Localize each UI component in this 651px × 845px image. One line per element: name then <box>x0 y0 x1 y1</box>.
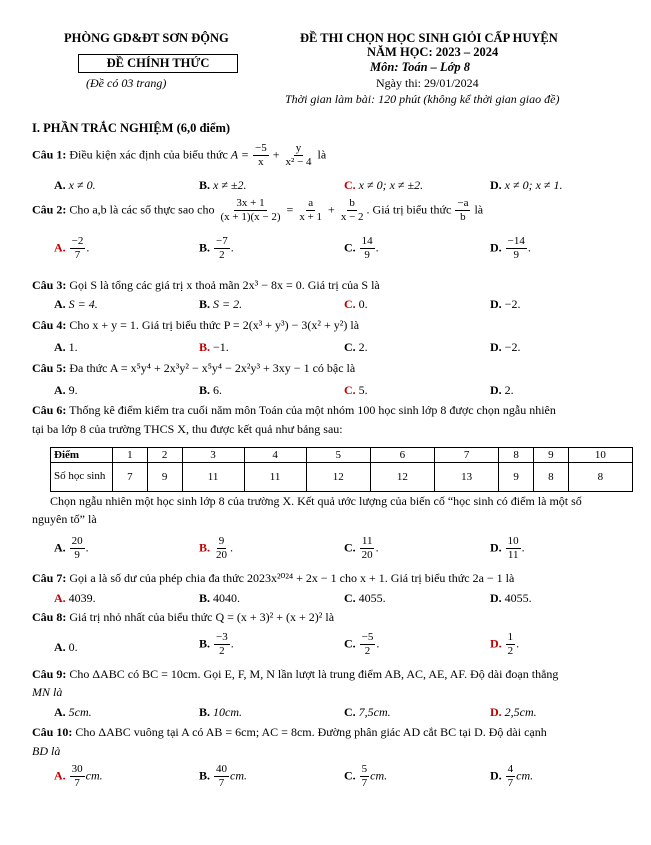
option-d[interactable]: D. −2. <box>490 297 521 311</box>
question-6-line2: tại ba lớp 8 của trường THCS X, thu được kết quả như bảng sau: <box>32 422 343 436</box>
exam-title: ĐỀ THI CHỌN HỌC SINH GIỎI CẤP HUYỆN <box>300 31 558 45</box>
option-b[interactable]: B. $\frac{-7}{2}$ . <box>199 235 234 261</box>
table-cell: 7 <box>435 448 499 463</box>
fraction: $\frac{-a}{b}$ <box>457 197 469 223</box>
table-cell: 8 <box>499 448 534 463</box>
table-header-cell: Số học sinh <box>51 463 113 492</box>
option-c[interactable]: C. 4055. <box>344 591 386 605</box>
option-a[interactable]: A. $\frac{30}{7}$ cm. <box>54 763 103 789</box>
option-b[interactable]: B. 6. <box>199 383 223 397</box>
option-b[interactable]: B. $\frac{40}{7}$ cm. <box>199 763 248 789</box>
fraction: $\frac{3x + 1}{(x + 1)(x - 2)}$ <box>220 197 281 223</box>
question-6-after2: nguyên tố” là <box>32 512 97 526</box>
option-b[interactable]: B. x ≠ ±2. <box>199 178 247 192</box>
option-d[interactable]: D. $\frac{4}{7}$ cm. <box>490 763 534 789</box>
table-cell: 2 <box>147 448 182 463</box>
option-c[interactable]: C. $\frac{11}{20}$ . <box>344 535 379 561</box>
option-b[interactable]: B. S = 2. <box>199 297 243 311</box>
option-c[interactable]: C. $\frac{5}{7}$ cm. <box>344 763 388 789</box>
table-cell: 3 <box>182 448 244 463</box>
option-c[interactable]: C. 2. <box>344 340 368 354</box>
table-cell: 9 <box>533 448 568 463</box>
option-a[interactable]: A. 5cm. <box>54 705 92 719</box>
table-cell: 9 <box>147 463 182 492</box>
question-4: Câu 4: Cho x + y = 1. Giá trị biểu thức P = 2(x³ + y³) − 3(x² + y²) là <box>32 318 360 332</box>
option-c[interactable]: C. 7,5cm. <box>344 705 391 719</box>
table-cell: 12 <box>306 463 370 492</box>
question-1: Câu 1: Điều kiện xác định của biểu thức A = $\frac{-5}{x}$ + $\frac{y}{\text{x² − 4}}$ là <box>32 142 327 168</box>
option-d[interactable]: D. $\frac{-14}{9}$ . <box>490 235 531 261</box>
option-a[interactable]: A. 9. <box>54 383 78 397</box>
option-a[interactable]: A. 1. <box>54 340 78 354</box>
fraction: $\frac{-5}{x}$ <box>255 142 267 168</box>
option-b[interactable]: B. $\frac{9}{20}$ . <box>199 535 234 561</box>
page-count-note: (Đề có 03 trang) <box>86 76 167 90</box>
option-b[interactable]: B. $\frac{-3}{2}$ . <box>199 631 234 657</box>
table-cell: 5 <box>306 448 370 463</box>
option-d[interactable]: D. 4055. <box>490 591 532 605</box>
question-7: Câu 7: Gọi a là số dư của phép chia đa thức 2023x²⁰²⁴ + 2x − 1 cho x + 1. Giá trị biểu thức 2a − 1 là <box>32 571 515 585</box>
question-8: Câu 8: Giá trị nhỏ nhất của biểu thức Q = (x + 3)² + (x + 2)² là <box>32 610 335 624</box>
option-d[interactable]: D. 2. <box>490 383 514 397</box>
option-d[interactable]: D. $\frac{1}{2}$ . <box>490 631 520 657</box>
option-a[interactable]: A. S = 4. <box>54 297 98 311</box>
section-title: I. PHẦN TRẮC NGHIỆM (6,0 điểm) <box>32 121 231 135</box>
option-a[interactable]: A. $\frac{-2}{7}$ . <box>54 235 90 261</box>
option-c[interactable]: C. 5. <box>344 383 368 397</box>
fraction: $\frac{b}{x - 2}$ <box>340 197 364 223</box>
option-b[interactable]: B. −1. <box>199 340 229 354</box>
option-d[interactable]: D. 2,5cm. <box>490 705 537 719</box>
table-cell: 8 <box>533 463 568 492</box>
option-a[interactable]: A. x ≠ 0. <box>54 178 96 192</box>
option-b[interactable]: B. 4040. <box>199 591 241 605</box>
option-c[interactable]: C. 0. <box>344 297 368 311</box>
table-cell: 6 <box>370 448 434 463</box>
exam-duration: Thời gian làm bài: 120 phút (không kể thời gian giao đề) <box>285 92 560 106</box>
department-name: PHÒNG GD&ĐT SƠN ĐỘNG <box>64 31 229 45</box>
table-cell: 11 <box>182 463 244 492</box>
score-table <box>50 447 633 492</box>
table-cell: 8 <box>568 463 632 492</box>
question-5: Câu 5: Đa thức A = x⁵y⁴ + 2x³y² − x⁵y⁴ − 2x²y³ + 3xy − 1 có bậc là <box>32 361 356 375</box>
fraction: $\frac{a}{x + 1}$ <box>299 197 323 223</box>
option-a[interactable]: A. 4039. <box>54 591 96 605</box>
expr-a: A = <box>230 147 250 162</box>
subject: Môn: Toán – Lớp 8 <box>370 60 471 74</box>
option-a[interactable]: A. 0. <box>54 640 78 654</box>
official-exam-box: ĐỀ CHÍNH THỨC <box>78 54 238 73</box>
table-cell: 4 <box>244 448 306 463</box>
table-cell: 9 <box>499 463 534 492</box>
option-d[interactable]: D. −2. <box>490 340 521 354</box>
question-6-after: Chọn ngẫu nhiên một học sinh lớp 8 của trường X. Kết quả ước lượng của biến cố “học sinh có điểm là một số <box>50 494 582 508</box>
question-10-line2: BD là <box>32 744 61 758</box>
question-6: Câu 6: Thống kê điểm kiểm tra cuối năm môn Toán của một nhóm 100 học sinh lớp 8 được chọn ngẫu nhiên <box>32 403 556 417</box>
table-cell: 12 <box>370 463 434 492</box>
table-cell: 13 <box>435 463 499 492</box>
table-cell: 10 <box>568 448 632 463</box>
table-row <box>51 463 633 492</box>
table-cell: 1 <box>113 448 148 463</box>
question-2: Câu 2: Cho a,b là các số thực sao cho $\frac{3x + 1}{(x + 1)(x - 2)}$ = $\frac{a}{x + 1}$ + $\frac{b}{x - 2}$ . Giá trị biểu thức $\frac{-a}{b}$ là <box>32 197 484 223</box>
table-cell: 11 <box>244 463 306 492</box>
fraction: $\frac{y}{\text{x² − 4}}$ <box>285 142 312 168</box>
table-cell: 7 <box>113 463 148 492</box>
option-d[interactable]: D. x ≠ 0; x ≠ 1. <box>490 178 563 192</box>
option-b[interactable]: B. 10cm. <box>199 705 243 719</box>
exam-date: Ngày thi: 29/01/2024 <box>376 76 479 90</box>
option-c[interactable]: C. x ≠ 0; x ≠ ±2. <box>344 178 424 192</box>
table-row <box>51 448 633 463</box>
option-d[interactable]: D. $\frac{10}{11}$ . <box>490 535 525 561</box>
question-label: Câu 1: <box>32 147 67 162</box>
option-a[interactable]: A. $\frac{20}{9}$ . <box>54 535 89 561</box>
question-10: Câu 10: Cho ΔABC vuông tại A có AB = 6cm; AC = 8cm. Đường phân giác AD cắt BC tại D. Độ dài cạnh <box>32 725 547 739</box>
option-c[interactable]: C. $\frac{-5}{2}$ . <box>344 631 380 657</box>
option-c[interactable]: C. $\frac{14}{9}$ . <box>344 235 379 261</box>
question-9-line2: MN là <box>32 685 63 699</box>
school-year: NĂM HỌC: 2023 – 2024 <box>367 45 499 59</box>
question-9: Câu 9: Cho ΔABC có BC = 10cm. Gọi E, F, M, N lần lượt là trung điểm AB, AC, AE, AF. Độ dài đoạn thẳng <box>32 667 559 681</box>
question-3: Câu 3: Gọi S là tổng các giá trị x thoả mãn 2x³ − 8x = 0. Giá trị của S là <box>32 278 380 292</box>
table-header-cell: Điểm <box>51 448 113 463</box>
question-text: Điều kiện xác định của biểu thức <box>69 147 228 162</box>
